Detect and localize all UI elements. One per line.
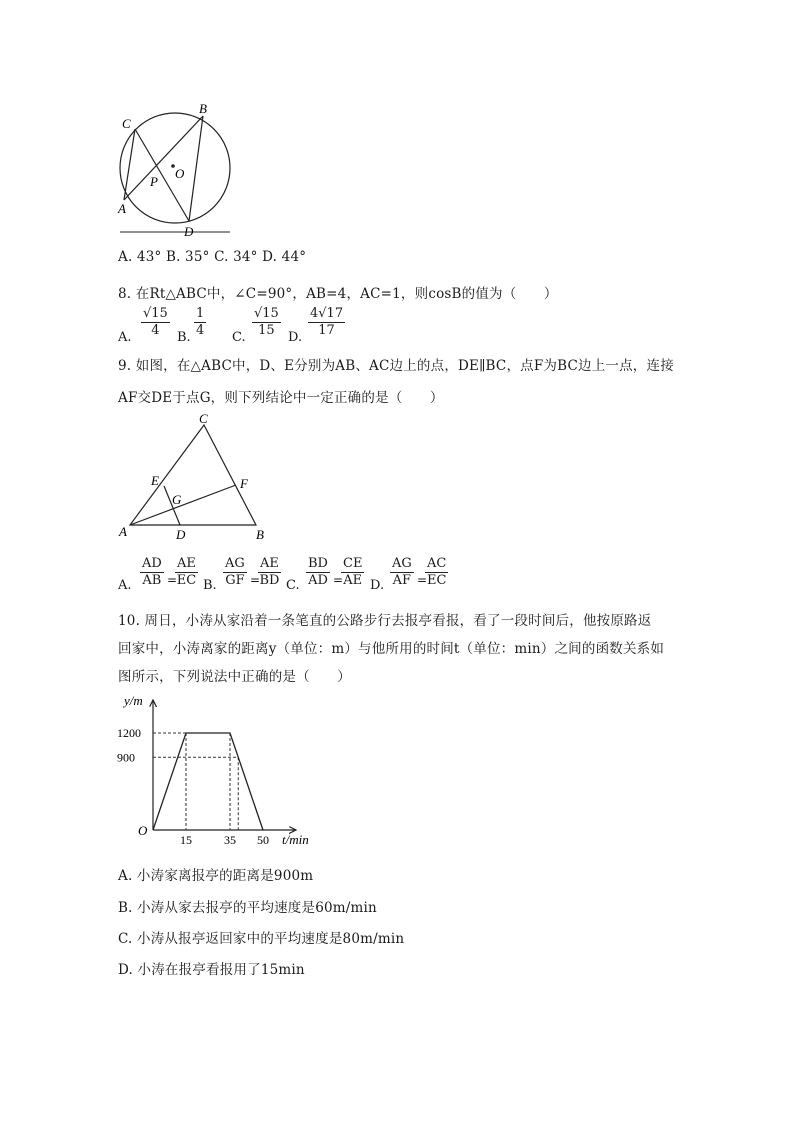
q7-options: A. 43° B. 35° C. 34° D. 44°	[118, 249, 307, 265]
triangle-abc	[130, 425, 256, 525]
label-p: P	[150, 174, 158, 189]
q9-opt-c-eq: =	[333, 573, 344, 587]
label-d: D	[176, 527, 186, 542]
chord-bd	[189, 116, 203, 221]
q9-opt-c-label: C.	[286, 578, 300, 593]
x-tick-label: 35	[224, 833, 236, 847]
q9-opt-d-left: $\frac{AG}{AF}$	[392, 556, 412, 588]
q9-opt-d-eq: =	[417, 573, 428, 587]
q9-opt-b-eq: =	[250, 573, 261, 587]
label-o: O	[175, 166, 185, 181]
distance-series-line	[153, 733, 263, 830]
y-tick-label: 900	[117, 750, 135, 765]
label-a: A	[119, 524, 127, 539]
q9-opt-d-label: D.	[370, 578, 385, 593]
q9-opt-b-right: $\frac{AE}{BD}$	[259, 556, 280, 588]
q9-opt-a-right: $\frac{AE}{EC}$	[176, 556, 197, 588]
y-axis-label: y/m	[124, 693, 143, 708]
q8-opt-a-label: A.	[118, 330, 132, 345]
origin-label: O	[138, 823, 148, 838]
label-b: B	[256, 527, 264, 542]
label-a: A	[118, 201, 126, 216]
q8-opt-d-label: D.	[288, 330, 303, 345]
q9-opt-b-label: B.	[203, 578, 217, 593]
q10-stem-line2: 回家中，小涛离家的距离y（单位：m）与他所用的时间t（单位：min）之间的函数关系如	[118, 641, 665, 657]
q9-opt-d-right: $\frac{AC}{EC}$	[426, 556, 447, 588]
q10-distance-time-chart	[116, 690, 326, 852]
label-g: G	[172, 492, 182, 507]
q8-opt-b-label: B.	[177, 330, 191, 345]
q9-stem-line1: 9. 如图，在△ABC中，D、E分别为AB、AC边上的点，DE∥BC，点F为BC边上一点，连接	[118, 358, 674, 374]
x-axis-label: t/min	[282, 832, 309, 847]
q9-triangle-figure	[116, 412, 276, 544]
q9-opt-a-left: $\frac{AD}{AB}$	[142, 556, 162, 588]
x-tick-label: 50	[257, 833, 269, 847]
q10-option-d: D. 小涛在报亭看报用了15min	[118, 962, 305, 978]
y-tick-label: 1200	[117, 726, 141, 740]
label-f: F	[240, 476, 248, 491]
label-b: B	[199, 101, 207, 116]
q9-opt-a-eq: =	[167, 573, 178, 587]
q9-opt-c-right: $\frac{CE}{AE}$	[343, 556, 363, 588]
q8-opt-c-label: C.	[232, 330, 246, 345]
q8-stem: 8. 在Rt△ABC中，∠C=90°，AB=4，AC=1，则cosB的值为（ ）	[118, 286, 558, 302]
q9-opt-c-left: $\frac{BD}{AD}$	[308, 556, 328, 588]
q9-opt-b-left: $\frac{AG}{GF}$	[225, 556, 245, 588]
label-d: D	[184, 224, 194, 239]
q9-opt-a-label: A.	[118, 578, 132, 593]
q9-stem-line2: AF交DE于点G，则下列结论中一定正确的是（ ）	[118, 390, 444, 406]
label-c: C	[199, 412, 208, 426]
x-tick-label: 15	[180, 833, 192, 847]
label-c: C	[122, 116, 131, 131]
q10-stem-line1: 10. 周日，小涛从家沿着一条笔直的公路步行去报亭看报，看了一段时间后，他按原路返	[118, 613, 652, 629]
q8-opt-b-frac: $\frac{1}{4}$	[196, 306, 205, 338]
q8-opt-d-frac: $\frac{4√17}{17}$	[310, 306, 344, 338]
q10-stem-line3: 图所示，下列说法中正确的是（ ）	[118, 669, 351, 685]
q8-opt-c-frac: $\frac{√15}{15}$	[254, 306, 279, 338]
segment-af	[130, 485, 236, 525]
q10-option-a: A. 小涛家离报亭的距离是900m	[118, 868, 314, 884]
q10-option-c: C. 小涛从报亭返回家中的平均速度是80m/min	[118, 931, 405, 947]
label-e: E	[151, 473, 159, 488]
q10-option-b: B. 小涛从家去报亭的平均速度是60m/min	[118, 900, 377, 916]
q7-circle-figure	[112, 100, 236, 240]
q8-opt-a-frac: $\frac{√15}{4}$	[143, 306, 168, 338]
